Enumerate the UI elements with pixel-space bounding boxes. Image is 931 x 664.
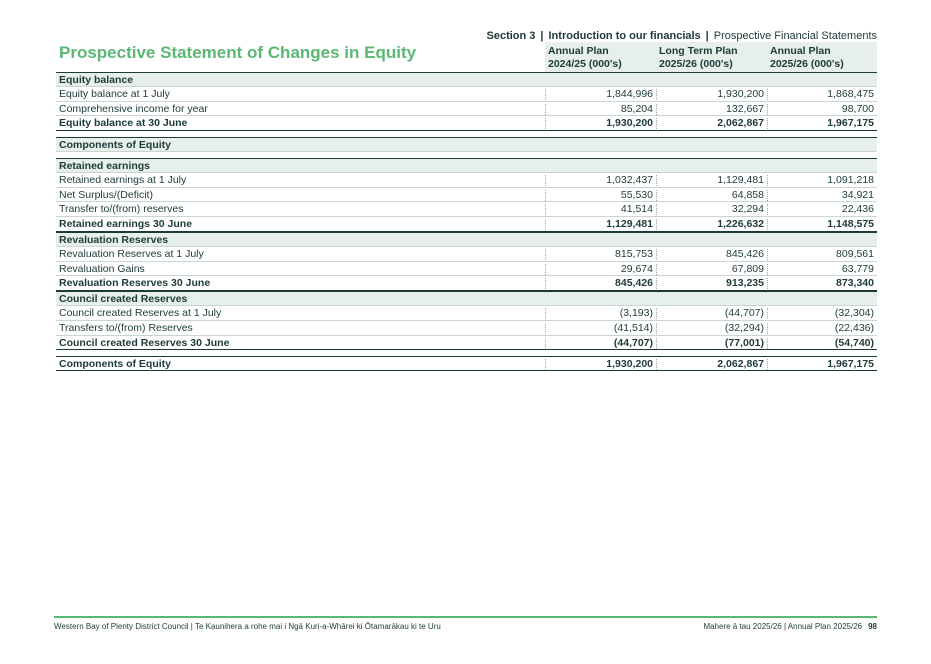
- table-row: [56, 276, 877, 291]
- cell-value: 32,294: [731, 203, 764, 216]
- column-divider: [767, 338, 768, 349]
- table-row: [56, 102, 877, 117]
- cell-value: 67,809: [731, 262, 764, 275]
- table-row: [56, 188, 877, 203]
- column-divider: [545, 190, 546, 201]
- breadcrumb-page: Prospective Financial Statements: [713, 30, 877, 42]
- column-divider: [545, 219, 546, 230]
- column-divider: [767, 204, 768, 215]
- cell-value: 63,779: [841, 262, 874, 275]
- column-divider: [545, 359, 546, 370]
- table-row: [56, 321, 877, 336]
- cell-value: 1,930,200: [717, 87, 764, 100]
- cell-value: 132,667: [726, 102, 764, 115]
- row-label: Equity balance: [59, 74, 134, 86]
- column-divider: [767, 264, 768, 275]
- column-divider: [656, 175, 657, 186]
- cell-value: 1,967,175: [827, 117, 874, 130]
- row-label: Council created Reserves at 1 July: [59, 306, 222, 319]
- cell-value: 1,129,481: [717, 173, 764, 186]
- cell-value: 22,436: [841, 203, 874, 216]
- table-row: [56, 173, 877, 188]
- column-divider: [767, 89, 768, 100]
- column-divider: [656, 219, 657, 230]
- cell-value: 55,530: [620, 188, 653, 201]
- row-label: Revaluation Reserves at 1 July: [59, 247, 204, 260]
- equity-table: [56, 72, 877, 371]
- column-divider: [767, 359, 768, 370]
- cell-value: 34,921: [841, 188, 874, 201]
- column-divider: [656, 264, 657, 275]
- section-header-row: [56, 158, 877, 173]
- column-divider: [767, 190, 768, 201]
- column-divider: [656, 204, 657, 215]
- cell-value: (54,740): [834, 336, 874, 349]
- page-title: Prospective Statement of Changes in Equity: [59, 43, 417, 62]
- table-row: [56, 202, 877, 217]
- cell-value: 845,426: [615, 277, 653, 290]
- row-label: Equity balance at 1 July: [59, 87, 170, 100]
- cell-value: (44,707): [613, 336, 653, 349]
- row-label: Comprehensive income for year: [59, 102, 208, 115]
- cell-value: 98,700: [841, 102, 874, 115]
- cell-value: 41,514: [620, 203, 653, 216]
- row-label: Revaluation Reserves 30 June: [59, 277, 211, 290]
- cell-value: 1,129,481: [606, 218, 653, 231]
- cell-value: 873,340: [836, 277, 874, 290]
- row-label: Council created Reserves: [59, 293, 188, 306]
- section-header-row: [56, 137, 877, 152]
- column-divider: [656, 89, 657, 100]
- cell-value: (44,707): [724, 306, 764, 319]
- row-label: Retained earnings 30 June: [59, 218, 193, 231]
- column-divider: [545, 118, 546, 129]
- column-divider: [545, 104, 546, 115]
- cell-value: 1,091,218: [827, 173, 874, 186]
- cell-value: 1,226,632: [717, 218, 764, 231]
- row-label: Net Surplus/(Deficit): [59, 188, 153, 201]
- column-divider: [767, 219, 768, 230]
- section-header-row: [56, 232, 877, 247]
- cell-value: (32,294): [724, 321, 764, 334]
- table-row: [56, 336, 877, 351]
- cell-value: 2,062,867: [717, 358, 764, 371]
- table-row: [56, 87, 877, 102]
- column-divider: [545, 338, 546, 349]
- cell-value: 29,674: [620, 262, 653, 275]
- table-row: [56, 217, 877, 232]
- column-divider: [767, 118, 768, 129]
- column-divider: [545, 204, 546, 215]
- row-label: Revaluation Gains: [59, 262, 145, 275]
- column-divider: [656, 308, 657, 319]
- column-divider: [656, 118, 657, 129]
- column-divider: [656, 323, 657, 334]
- row-label: Revaluation Reserves: [59, 233, 169, 246]
- column-header-3: Annual Plan 2025/26 (000's): [767, 42, 877, 72]
- column-divider: [656, 104, 657, 115]
- column-divider: [545, 323, 546, 334]
- table-row: [56, 116, 877, 131]
- section-header-row: [56, 291, 877, 306]
- cell-value: 913,235: [726, 277, 764, 290]
- section-header-row: [56, 72, 877, 87]
- column-divider: [767, 175, 768, 186]
- cell-value: 1,148,575: [827, 218, 874, 231]
- column-header-1: Annual Plan 2024/25 (000's): [545, 42, 656, 72]
- column-divider: [767, 323, 768, 334]
- breadcrumb: Section 3 | Introduction to our financials | Prospective Financial Statements: [486, 30, 877, 42]
- cell-value: 815,753: [615, 247, 653, 260]
- row-label: Components of Equity: [59, 358, 171, 371]
- column-divider: [545, 89, 546, 100]
- cell-value: 64,858: [731, 188, 764, 201]
- column-divider: [545, 278, 546, 289]
- column-divider: [767, 278, 768, 289]
- column-header-2: Long Term Plan 2025/26 (000's): [656, 42, 767, 72]
- column-divider: [545, 264, 546, 275]
- cell-value: (22,436): [834, 321, 874, 334]
- cell-value: 1,930,200: [606, 117, 653, 130]
- row-label: Components of Equity: [59, 139, 171, 152]
- footer-divider: [54, 616, 877, 618]
- cell-value: 2,062,867: [717, 117, 764, 130]
- cell-value: 1,868,475: [827, 87, 874, 100]
- column-divider: [767, 308, 768, 319]
- footer-council-name: Western Bay of Plenty District Council | Te Kaunihera a rohe mai i Ngā Kuri-a-Whārei ki Ōtamarākau ki te Uru: [54, 622, 441, 631]
- cell-value: 1,844,996: [606, 87, 653, 100]
- breadcrumb-chapter: Introduction to our financials: [548, 30, 701, 42]
- column-divider: [545, 175, 546, 186]
- row-label: Retained earnings: [59, 159, 151, 172]
- column-divider: [545, 308, 546, 319]
- column-divider: [767, 104, 768, 115]
- column-divider: [545, 249, 546, 260]
- cell-value: 85,204: [620, 102, 653, 115]
- cell-value: (3,193): [619, 306, 653, 319]
- column-divider: [656, 249, 657, 260]
- cell-value: 1,967,175: [827, 358, 874, 371]
- table-row: [56, 262, 877, 277]
- row-label: Transfers to/(from) Reserves: [59, 321, 193, 334]
- column-divider: [656, 338, 657, 349]
- cell-value: 845,426: [726, 247, 764, 260]
- column-divider: [656, 359, 657, 370]
- column-divider: [656, 190, 657, 201]
- row-label: Equity balance at 30 June: [59, 117, 188, 130]
- row-label: Transfer to/(from) reserves: [59, 203, 184, 216]
- table-row: [56, 247, 877, 262]
- cell-value: (41,514): [613, 321, 653, 334]
- cell-value: (77,001): [724, 336, 764, 349]
- cell-value: 809,561: [836, 247, 874, 260]
- page-number: 98: [868, 622, 877, 631]
- row-label: Retained earnings at 1 July: [59, 173, 187, 186]
- breadcrumb-section: Section 3: [486, 30, 536, 42]
- cell-value: 1,032,437: [606, 173, 653, 186]
- column-divider: [656, 278, 657, 289]
- column-divider: [767, 249, 768, 260]
- row-label: Council created Reserves 30 June: [59, 336, 230, 349]
- table-row: [56, 306, 877, 321]
- table-row: [56, 356, 877, 371]
- cell-value: (32,304): [834, 306, 874, 319]
- cell-value: 1,930,200: [606, 358, 653, 371]
- footer-plan: Mahere ā tau 2025/26 | Annual Plan 2025/26 98: [703, 622, 877, 631]
